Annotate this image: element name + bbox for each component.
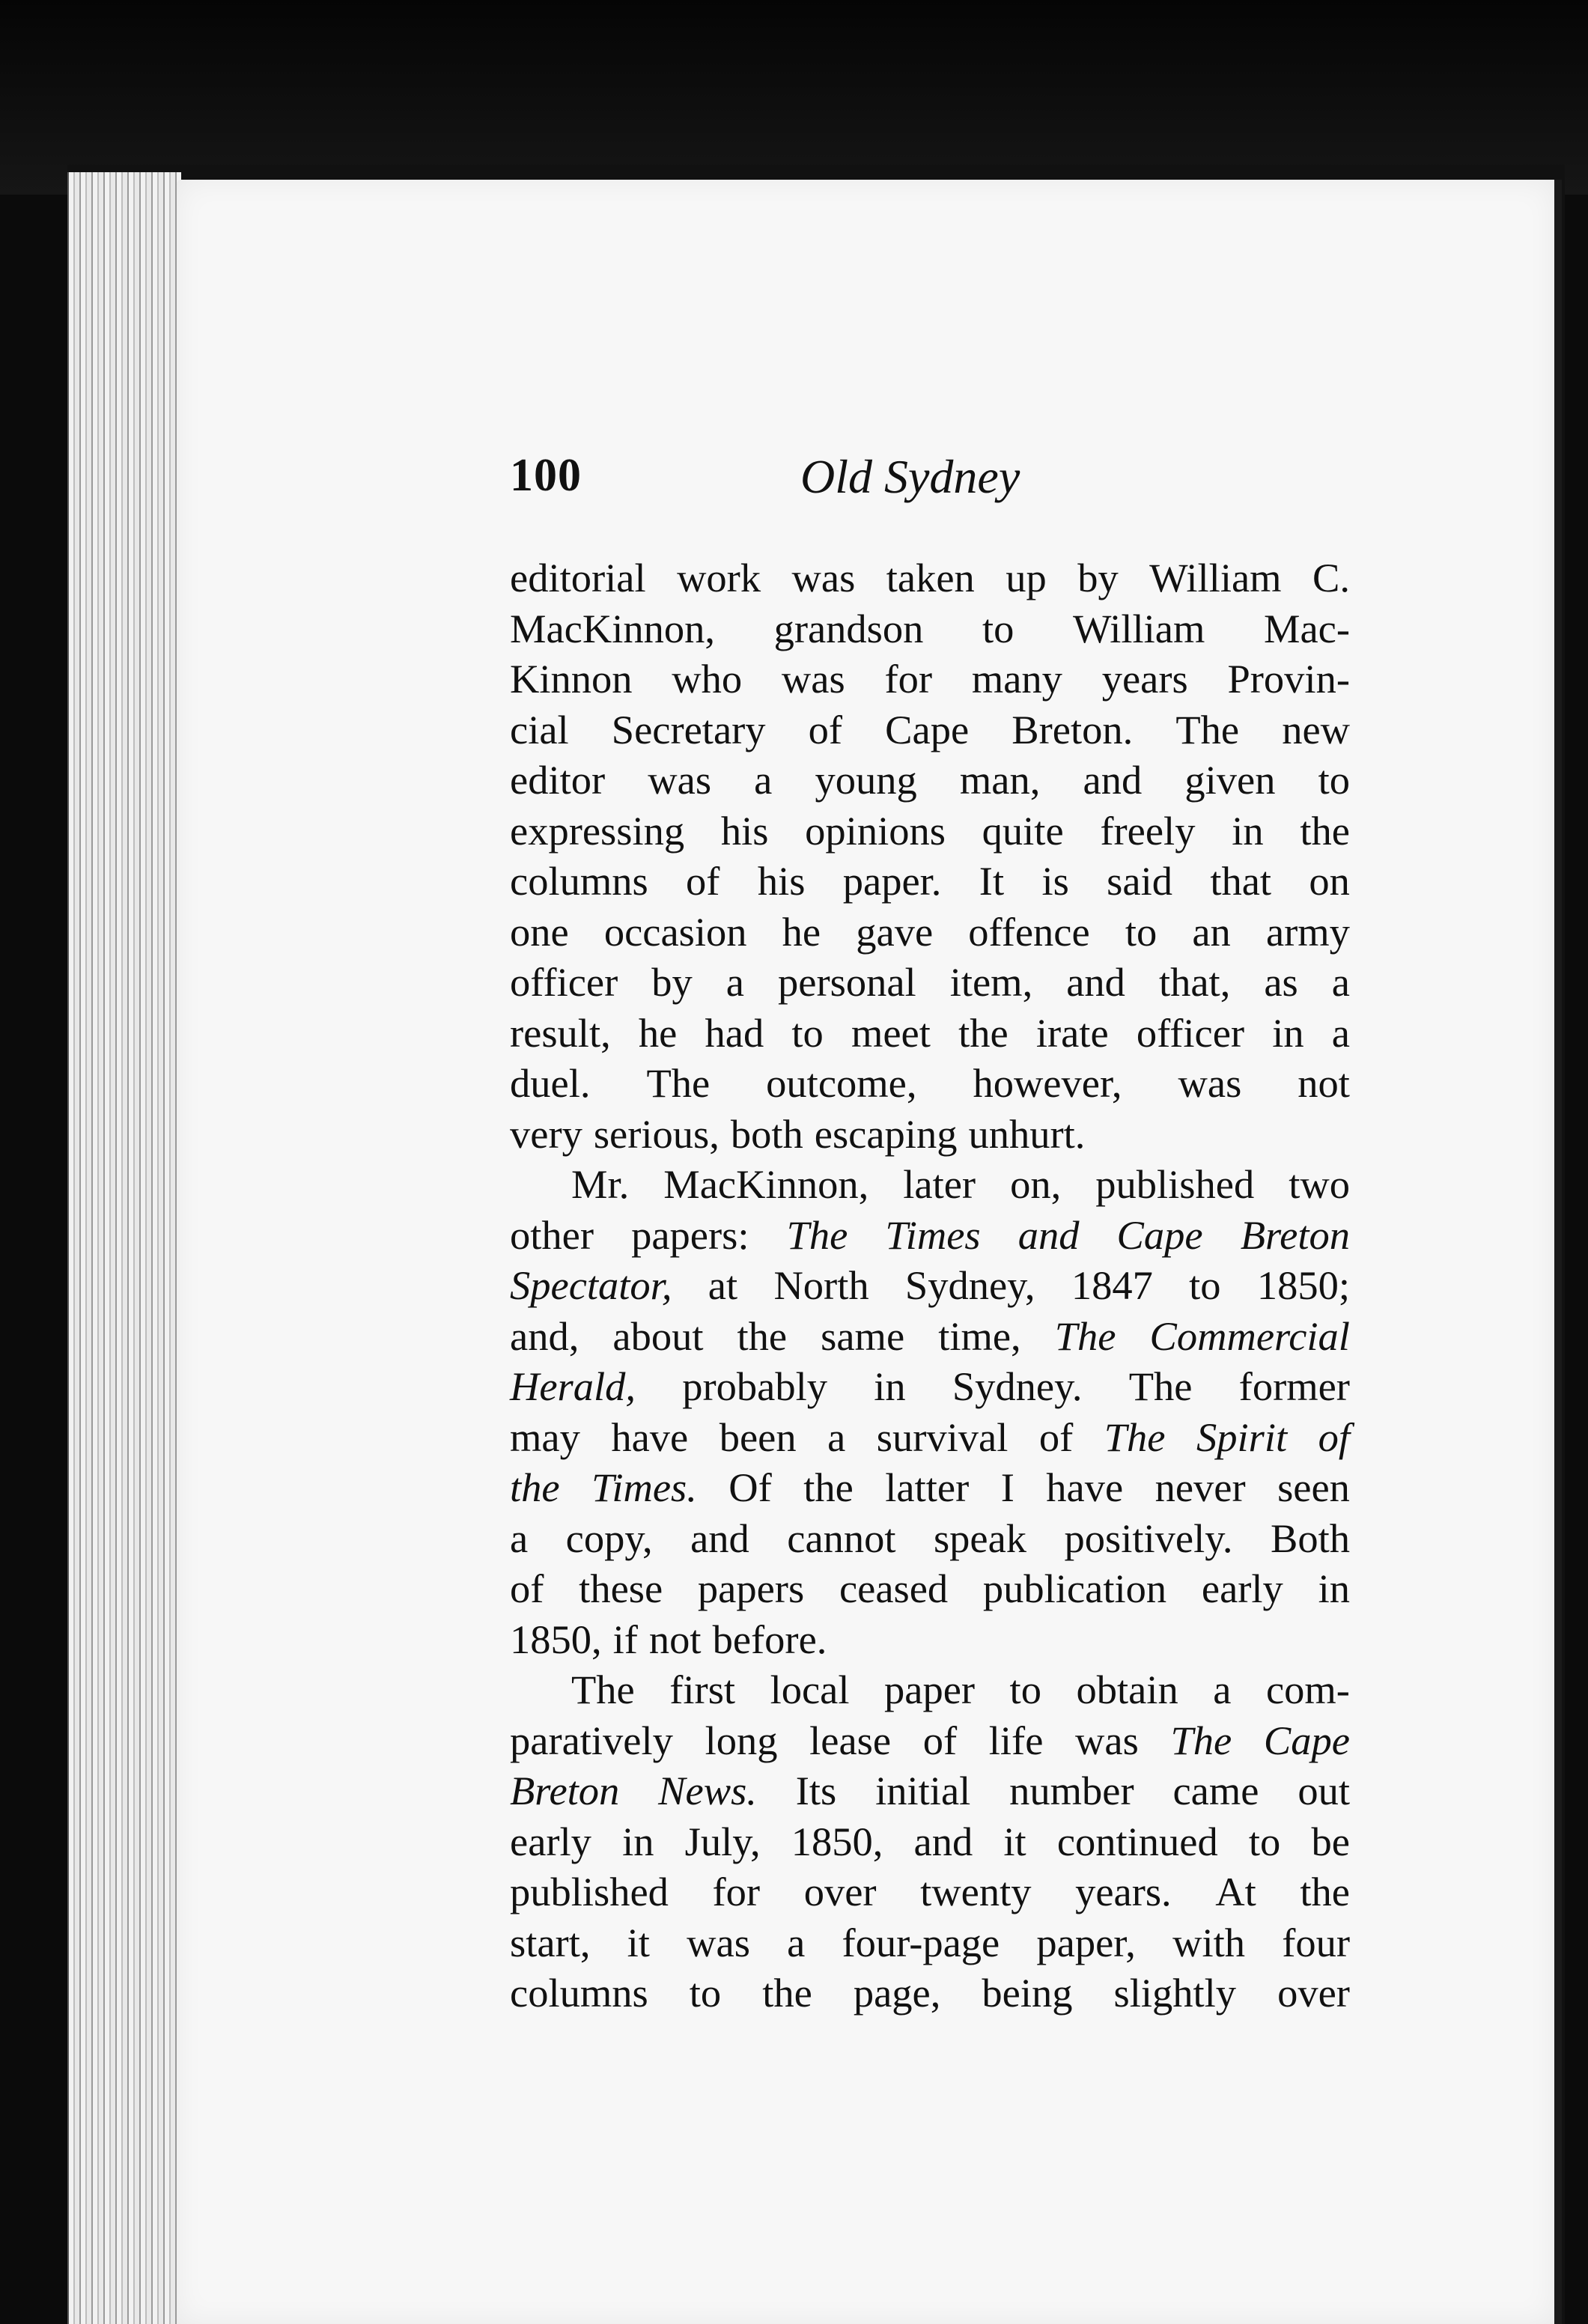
text-line: one occasion he gave offence to an army: [510, 908, 1350, 955]
text-line: Mr. MacKinnon, later on, published two: [571, 1161, 1350, 1207]
text-line: and, about the same time, The Commercial: [510, 1312, 1350, 1359]
text-line: Kinnon who was for many years Provin-: [510, 656, 1350, 702]
text-line: published for over twenty years. At the: [510, 1869, 1350, 1914]
text-line: very serious, both escaping unhurt.: [510, 1110, 1086, 1157]
text-line: paratively long lease of life was The Cape: [510, 1717, 1350, 1763]
text-line: early in July, 1850, and it continued to be: [510, 1818, 1350, 1864]
text-line: MacKinnon, grandson to William Mac-: [510, 605, 1350, 651]
text-line: a copy, and cannot speak positively. Both: [510, 1515, 1350, 1561]
text-line: cial Secretary of Cape Breton. The new: [510, 706, 1350, 752]
page-edges: [67, 172, 181, 2324]
body-text: [510, 553, 1350, 2019]
book-gutter: [1554, 180, 1562, 2324]
page-header: [510, 449, 1363, 517]
text-line: 1850, if not before.: [510, 1616, 827, 1662]
text-line: may have been a survival of The Spirit of: [510, 1414, 1350, 1460]
text-line: Breton News. Its initial number came out: [510, 1768, 1350, 1813]
text-line: The first local paper to obtain a com-: [571, 1667, 1350, 1712]
text-line: Herald, probably in Sydney. The former: [510, 1363, 1350, 1409]
text-line: editorial work was taken up by William C.: [510, 555, 1350, 600]
text-line: duel. The outcome, however, was not: [510, 1060, 1350, 1106]
page-number: 100: [510, 450, 582, 501]
running-title: Old Sydney: [800, 450, 1020, 503]
text-line: Spectator, at North Sydney, 1847 to 1850;: [510, 1262, 1350, 1308]
text-line: the Times. Of the latter I have never seen: [510, 1464, 1350, 1510]
text-line: columns to the page, being slightly over: [510, 1970, 1350, 2016]
text-line: result, he had to meet the irate officer in a: [510, 1009, 1350, 1056]
text-line: editor was a young man, and given to: [510, 757, 1350, 803]
text-line: officer by a personal item, and that, as a: [510, 959, 1350, 1005]
text-line: other papers: The Times and Cape Breton: [510, 1211, 1350, 1258]
text-line: expressing his opinions quite freely in the: [510, 807, 1350, 854]
text-line: columns of his paper. It is said that on: [510, 858, 1350, 904]
text-line: start, it was a four-page paper, with four: [510, 1919, 1350, 1965]
text-line: of these papers ceased publication early in: [510, 1566, 1350, 1611]
